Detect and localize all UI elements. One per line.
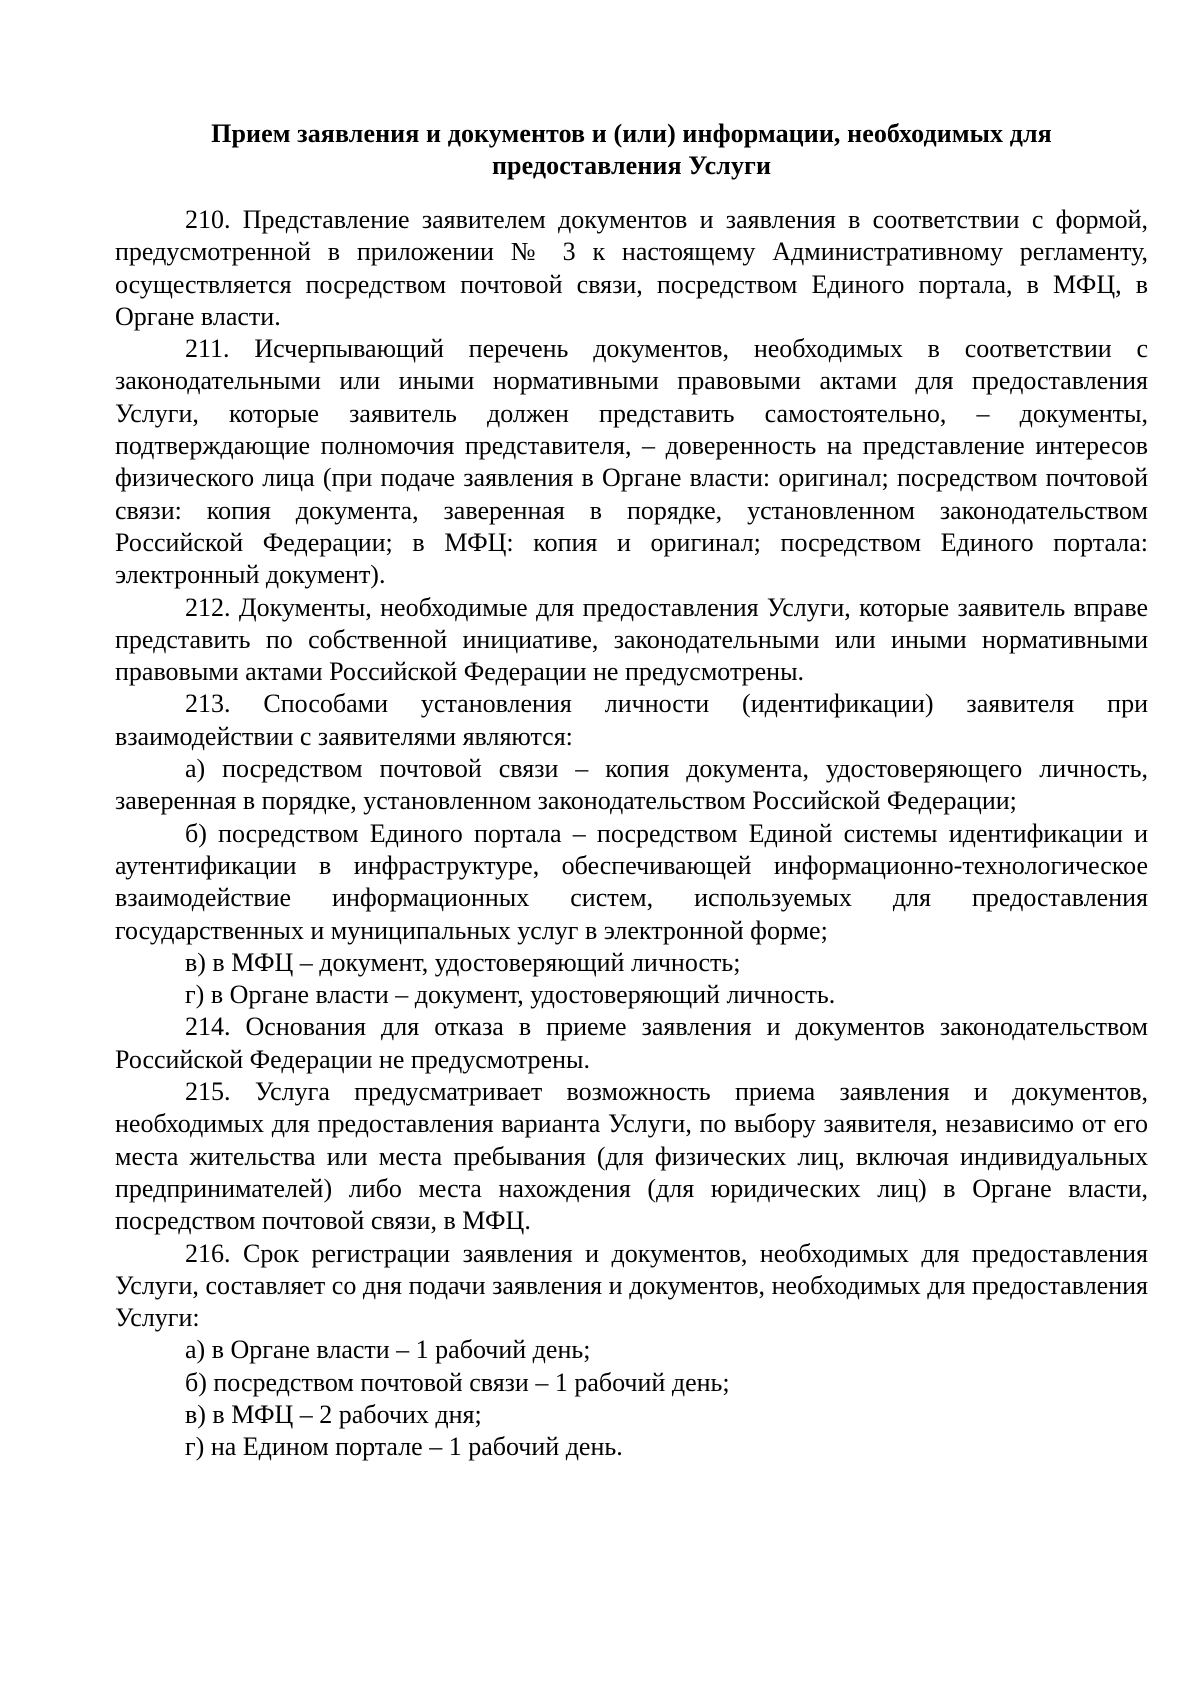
paragraph-216-item-a: а) в Органе власти – 1 рабочий день; (185, 1335, 591, 1365)
paragraph-213-item-a: а) посредством почтовой связи – копия документа, удостоверяющего личность, заверенная в порядке, установленном законодательством Российской Федерации; (115, 754, 1148, 816)
paragraph-211: 211. Исчерпывающий перечень документов, необходимых в соответствии с законодательными или иными нормативными правовыми актами для предоставления Услуги, которые заявитель должен представить самостоятельно, – документы, подтверждающие полномочия представителя, – доверенность на представление интересов физического лица (при подаче заявления в Органе власти: оригинал; посредством почтовой связи: копия документа, заверенная в порядке, установленном законодательством Российской Федерации; в МФЦ: копия и оригинал; посредством Единого портала: электронный документ). (115, 334, 1148, 590)
paragraph-213: 213. Способами установления личности (идентификации) заявителя при взаимодействии с заявителями являются: (115, 689, 1148, 751)
paragraph-215: 215. Услуга предусматривает возможность приема заявления и документов, необходимых для предоставления варианта Услуги, по выбору заявителя, независимо от его места жительства или места пребывания (для физических лиц, включая индивидуальных предпринимателей) либо места нахождения (для юридических лиц) в Органе власти, посредством почтовой связи, в МФЦ. (115, 1077, 1148, 1236)
paragraph-216-item-g: г) на Едином портале – 1 рабочий день. (185, 1432, 623, 1462)
paragraph-213-item-b: б) посредством Единого портала – посредством Единой системы идентификации и аутентификации в инфраструктуре, обеспечивающей информационно-технологическое взаимодействие информационных систем, используемых для предоставления государственных и муниципальных услуг в электронной форме; (115, 818, 1148, 945)
paragraph-213-item-v: в) в МФЦ – документ, удостоверяющий личность; (185, 947, 741, 977)
paragraph-212: 212. Документы, необходимые для предоставления Услуги, которые заявитель вправе представить по собственной инициативе, законодательными или иными нормативными правовыми актами Российской Федерации не предусмотрены. (115, 592, 1148, 687)
paragraph-213-item-g: г) в Органе власти – документ, удостоверяющий личность. (185, 980, 836, 1010)
section-title-line-1: Прием заявления и документов и (или) информации, необходимых для (211, 119, 1052, 148)
paragraph-216: 216. Срок регистрации заявления и документов, необходимых для предоставления Услуги, составляет со дня подачи заявления и документов, необходимых для предоставления Услуги: (115, 1238, 1148, 1333)
paragraph-216-item-v: в) в МФЦ – 2 рабочих дня; (185, 1399, 482, 1429)
paragraph-210: 210. Представление заявителем документов и заявления в соответствии с формой, предусмотренной в приложении № 3 к настоящему Административному регламенту, осуществляется посредством почтовой связи, посредством Единого портала, в МФЦ, в Органе власти. (115, 205, 1148, 331)
section-title (115, 118, 1148, 182)
paragraph-214: 214. Основания для отказа в приеме заявления и документов законодательством Российской Федерации не предусмотрены. (115, 1012, 1148, 1074)
document-body (115, 204, 1148, 1464)
paragraph-216-item-b: б) посредством почтовой связи – 1 рабочий день; (185, 1367, 730, 1397)
section-title-line-2: предоставления Услуги (491, 151, 772, 180)
